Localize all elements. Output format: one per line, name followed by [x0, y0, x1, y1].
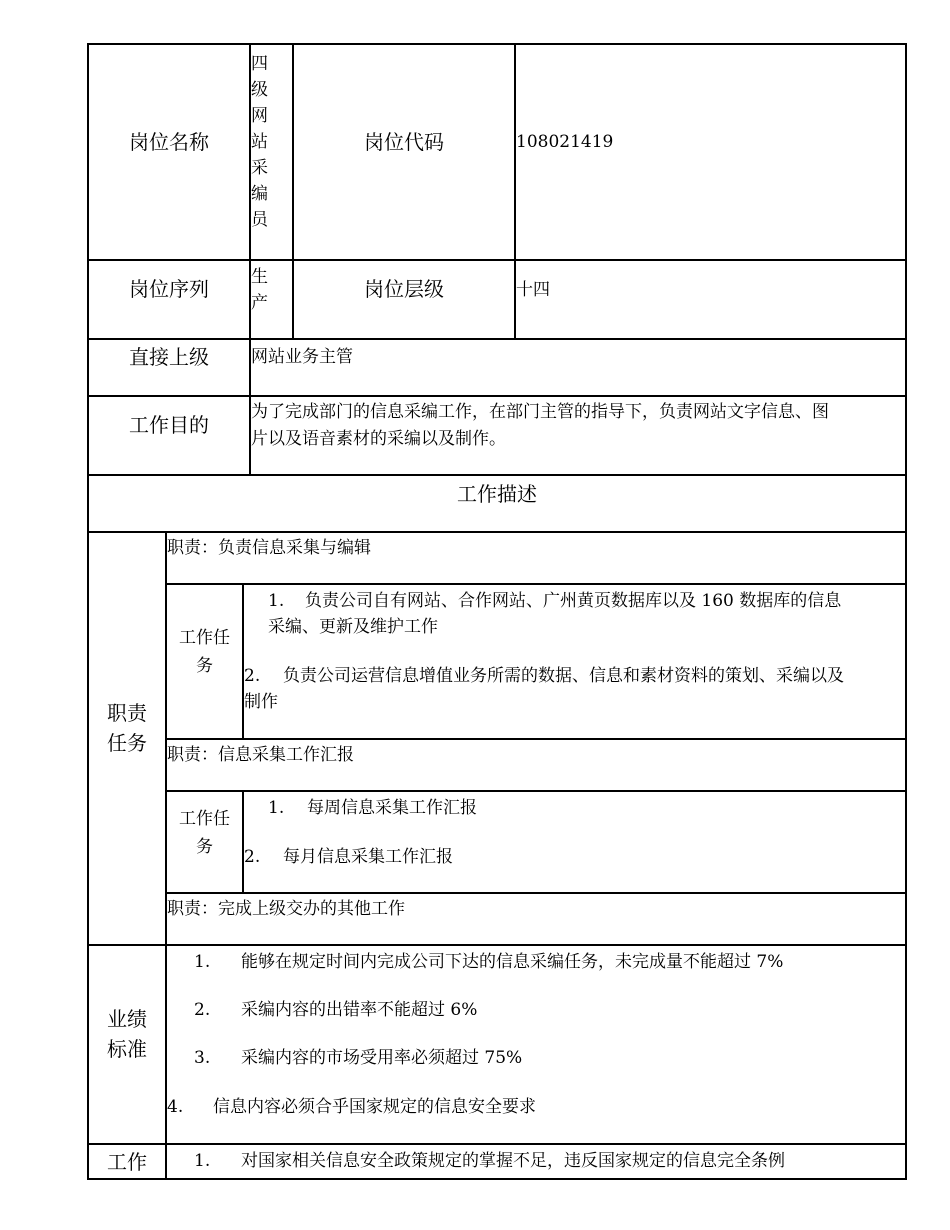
position-code-value: 108021419 [516, 132, 614, 152]
table-border-right [905, 43, 907, 1180]
row-divider [87, 395, 907, 397]
work-risk-item-number: 1. [194, 1151, 211, 1171]
table-border-top [87, 43, 907, 45]
work-risk-label: 工作 [107, 1150, 147, 1174]
task-text-line: 每月信息采集工作汇报 [283, 847, 453, 867]
task-text-line: 每周信息采集工作汇报 [307, 798, 477, 818]
supervisor-value: 网站业务主管 [251, 347, 353, 367]
performance-item-number: 1. [194, 952, 211, 972]
task-text-line: 制作 [244, 692, 278, 712]
col-divider [242, 583, 244, 739]
task-number: 2. [244, 847, 261, 867]
task-text-line: 负责公司自有网站、合作网站、广州黄页数据库以及 160 数据库的信息 [305, 591, 842, 611]
task-text-line: 采编、更新及维护工作 [268, 617, 438, 637]
position-series-value: 生产 [251, 267, 268, 313]
task-label-line: 工作任 [179, 628, 230, 648]
task-label [167, 808, 242, 858]
task-text-line: 负责公司运营信息增值业务所需的数据、信息和素材资料的策划、采编以及 [283, 666, 844, 686]
task-number: 1. [268, 798, 285, 818]
work-description-heading: 工作描述 [457, 482, 537, 506]
performance-label-line: 业绩 [107, 1007, 147, 1031]
performance-item-text: 信息内容必须合乎国家规定的信息安全要求 [213, 1097, 536, 1117]
performance-label [89, 1006, 165, 1062]
duties-side-label-line: 任务 [107, 731, 147, 755]
performance-item-number: 3. [194, 1048, 211, 1068]
row-divider [87, 259, 907, 261]
performance-item-number: 4. [167, 1097, 184, 1117]
task-number: 1. [268, 591, 285, 611]
work-risk-item-text: 对国家相关信息安全政策规定的掌握不足，违反国家规定的信息完全条例 [241, 1151, 785, 1171]
table-border-bottom [87, 1178, 907, 1180]
task-label-line: 务 [196, 837, 213, 857]
performance-item-text: 采编内容的出错率不能超过 6% [241, 1000, 478, 1020]
position-level-label: 岗位层级 [364, 277, 444, 301]
row-divider [87, 531, 907, 533]
row-divider [87, 1143, 907, 1145]
row-divider [166, 790, 907, 792]
row-divider [87, 944, 907, 946]
row-divider [166, 892, 907, 894]
purpose-text-line: 片以及语音素材的采编以及制作。 [251, 429, 506, 449]
duties-side-label [89, 700, 165, 756]
duty-title: 职责：负责信息采集与编辑 [167, 538, 371, 558]
row-divider [166, 583, 907, 585]
supervisor-label: 直接上级 [129, 345, 209, 369]
duties-side-label-line: 职责 [107, 701, 147, 725]
purpose-label: 工作目的 [129, 413, 209, 437]
task-label-line: 工作任 [179, 809, 230, 829]
position-series-label: 岗位序列 [129, 277, 209, 301]
position-level-value: 十四 [516, 280, 550, 300]
col-divider [242, 790, 244, 893]
task-number: 2. [244, 666, 261, 686]
performance-item-text: 采编内容的市场受用率必须超过 75% [241, 1048, 523, 1068]
task-label [167, 627, 242, 677]
duty-title: 职责：完成上级交办的其他工作 [167, 899, 405, 919]
position-name-value: 四级网站采编员 [251, 54, 268, 230]
row-divider [166, 738, 907, 740]
performance-item-number: 2. [194, 1000, 211, 1020]
task-label-line: 务 [196, 656, 213, 676]
purpose-text-line: 为了完成部门的信息采编工作，在部门主管的指导下，负责网站文字信息、图 [251, 402, 829, 422]
duty-title: 职责：信息采集工作汇报 [167, 745, 354, 765]
position-code-label: 岗位代码 [364, 130, 444, 154]
performance-item-text: 能够在规定时间内完成公司下达的信息采编任务，未完成量不能超过 7% [241, 952, 784, 972]
performance-label-line: 标准 [107, 1037, 147, 1061]
position-name-label: 岗位名称 [129, 130, 209, 154]
row-divider [87, 338, 907, 340]
row-divider [87, 474, 907, 476]
